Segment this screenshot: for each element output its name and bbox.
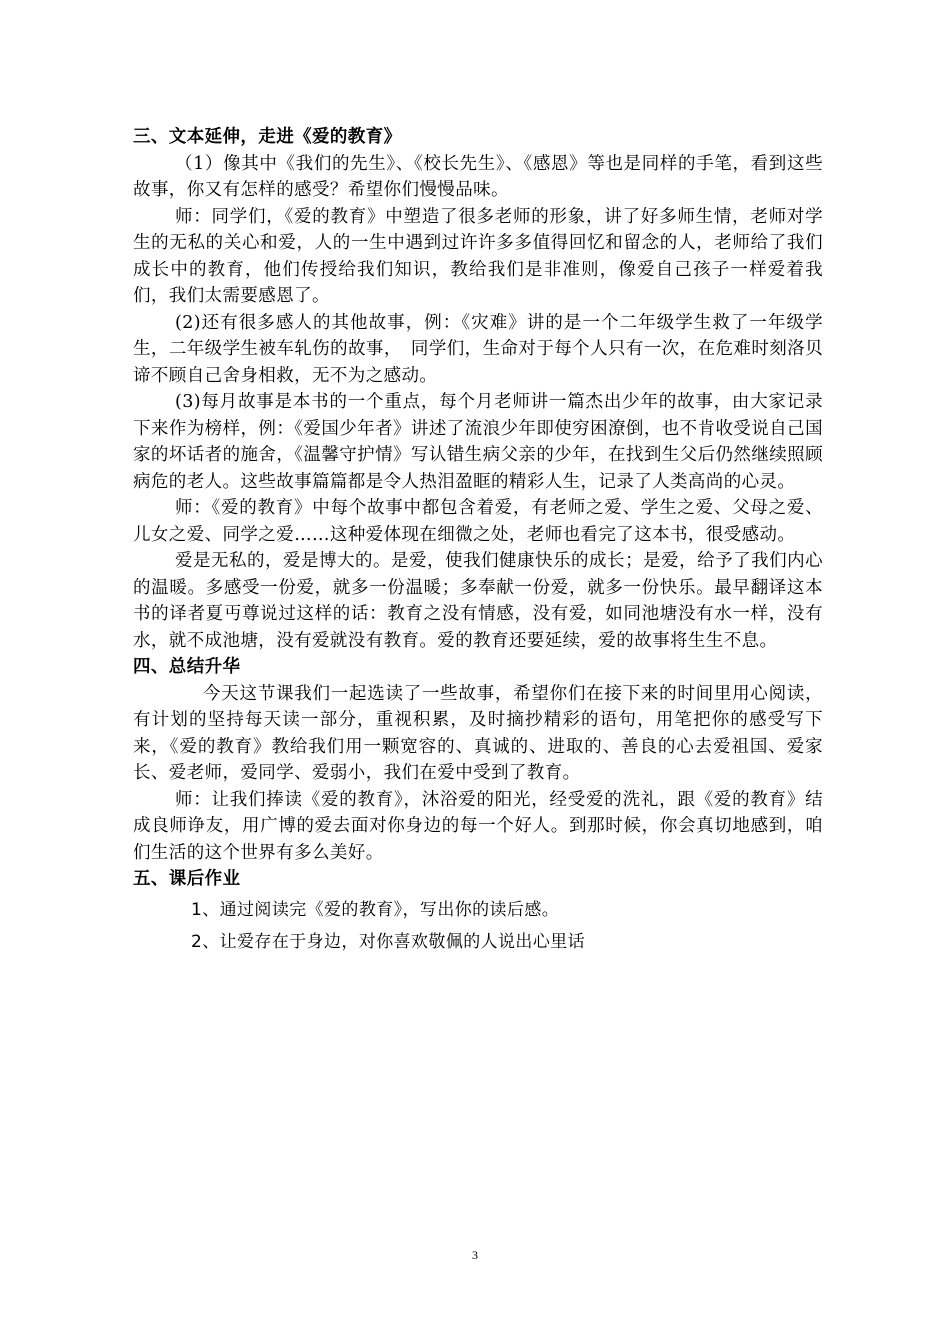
homework-item: 2、让爱存在于身边，对你喜欢敬佩的人说出心里话: [191, 931, 586, 952]
homework-item: 1、通过阅读完《爱的教育》，写出你的读后感。: [191, 899, 560, 920]
paragraph: (2)还有很多感人的其他故事，例：《灾难》讲的是一个二年级学生救了一年级学生，二年级学生被车轧伤的故事， 同学们，生命对于每个人只有一次，在危难时刻洛贝谛不顾自己舍身相救，无不为之感动。: [133, 312, 823, 386]
paragraph: （1）像其中《我们的先生》、《校长先生》、《感恩》等也是同样的手笔，看到这些故事，你又有怎样的感受？希望你们慢慢品味。: [133, 153, 823, 200]
document-body: [133, 124, 823, 957]
paragraph: 师：《爱的教育》中每个故事中都包含着爱，有老师之爱、学生之爱、父母之爱、儿女之爱、同学之爱……这种爱体现在细微之处，老师也看完了这本书，很受感动。: [133, 498, 823, 545]
paragraph: 爱是无私的，爱是博大的。是爱，使我们健康快乐的成长；是爱，给予了我们内心的温暖。多感受一份爱，就多一份温暖；多奉献一份爱，就多一份快乐。最早翻译这本书的译者夏丏尊说过这样的话：教育之没有情感，没有爱，如同池塘没有水一样，没有水，就不成池塘，没有爱就没有教育。爱的教育还要延续，爱的故事将生生不息。: [133, 551, 823, 651]
paragraph: 师：让我们捧读《爱的教育》，沐浴爱的阳光，经受爱的洗礼，跟《爱的教育》结成良师诤友，用广博的爱去面对你身边的每一个好人。到那时候，你会真切地感到，咱们生活的这个世界有多么美好。: [133, 789, 823, 863]
paragraph: 今天这节课我们一起选读了一些故事，希望你们在接下来的时间里用心阅读，有计划的坚持每天读一部分，重视积累，及时摘抄精彩的语句，用笔把你的感受写下来，《爱的教育》教给我们用一颗宽容的、真诚的、进取的、善良的心去爱祖国、爱家长、爱老师，爱同学、爱弱小，我们在爱中受到了教育。: [133, 683, 823, 783]
page-number: 3: [472, 1248, 478, 1262]
paragraph: (3)每月故事是本书的一个重点，每个月老师讲一篇杰出少年的故事，由大家记录下来作为榜样，例：《爱国少年者》讲述了流浪少年即使穷困潦倒，也不肯收受说自己国家的坏话者的施舍，《温馨守护情》写认错生病父亲的少年，在找到生父后仍然继续照顾病危的老人。这些故事篇篇都是令人热泪盈眶的精彩人生，记录了人类高尚的心灵。: [133, 392, 823, 492]
paragraph: 师：同学们，《爱的教育》中塑造了很多老师的形象，讲了好多师生情，老师对学生的无私的关心和爱，人的一生中遇到过许许多多值得回忆和留念的人，老师给了我们成长中的教育，他们传授给我们知识，教给我们是非准则，像爱自己孩子一样爱着我们，我们太需要感恩了。: [133, 206, 823, 306]
section-heading-summary: 四、总结升华: [133, 657, 241, 677]
section-heading-extension: 三、文本延伸，走进《爱的教育》: [133, 127, 402, 147]
section-heading-homework: 五、课后作业: [133, 869, 241, 889]
